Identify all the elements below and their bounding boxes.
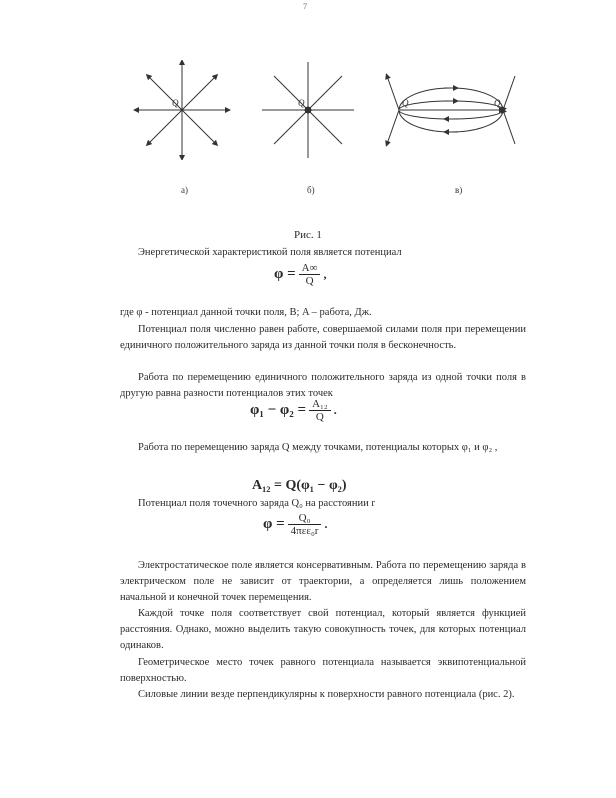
paragraph-point-potential: Каждой точке поля соответствует свой потенциал, который является функцией расстояния. Однако, можно выделить такую совокупность точек, для которых потенциал одинаков. [120,608,526,651]
figure-label-b: б) [307,185,315,195]
eq2-fraction [309,398,331,423]
eq4-denominator: 4πεε₀r [290,525,319,537]
eq2-denominator: Q [315,411,324,423]
eq4-tail: . [324,517,328,531]
eq2-lhs: φ₁ − φ₂ = [250,402,307,418]
page-number: 7 [303,2,307,11]
eq1-fraction [299,262,321,287]
eq4-fraction [288,512,322,537]
paragraph-conservative-field: Электростатическое поле является консервативным. Работа по перемещению заряда в электрическом поле не зависит от траектории, а определяется лишь положением начальной и конечной точек перемещения. [120,560,526,603]
eq1-denominator: Q [305,275,314,287]
paragraph-field-lines-perpendicular: Силовые линии везде перпендикулярны к поверхности равного потенциала (рис. 2). [138,689,515,700]
eq1-lhs: φ = [274,266,296,282]
figure-caption: Рис. 1 [294,229,322,241]
eq2-numerator: A₁₂ [309,398,331,411]
eq2-tail: . [333,403,337,417]
paragraph-energy-characteristic: Энергетической характеристикой поля является потенциал [138,247,402,258]
figure-label-c: в) [455,185,463,195]
equation-work: A₁₂ = Q(φ₁ − φ₂) [252,478,347,493]
figure-c-dipole-field-lines [384,60,518,160]
eq4-numerator: Q₀ [288,512,322,525]
eq4-lhs: φ = [263,516,285,532]
equation-point-charge [263,512,327,537]
eq1-numerator: A∞ [299,262,321,275]
paragraph-definitions: где φ - потенциал данной точки поля, В; A – работа, Дж. [120,307,372,318]
charge-label-c-right: Q [494,98,501,108]
paragraph-equipotential: Геометрическое место точек равного потенциала называется эквипотенциальной поверхностью. [120,657,526,684]
equation-potential [274,262,326,287]
paragraph-work-potential-difference: Работа по перемещению единичного положительного заряда из одной точки поля в другую равна разности потенциалов этих точек [120,372,526,399]
figure-label-a: а) [181,185,188,195]
charge-label-a: Q [172,98,179,108]
equation-potential-difference [250,398,337,423]
eq1-tail: , [323,267,327,281]
charge-label-c-left: Q [402,98,409,108]
paragraph-work-charge-q: Работа по перемещению заряда Q между точками, потенциалы которых φ₁ и φ₂ , [138,442,498,453]
figure-a-radial-field-lines [132,60,232,160]
paragraph-point-charge-potential: Потенциал поля точечного заряда Q₀ на расстоянии r [138,498,375,509]
figure-b-radial-field-lines [258,60,358,160]
charge-label-b: Q [298,98,305,108]
paragraph-potential-definition: Потенциал поля численно равен работе, совершаемой силами поля при перемещении единичного положительного заряда из данной точки поля в бесконечность. [120,324,526,351]
